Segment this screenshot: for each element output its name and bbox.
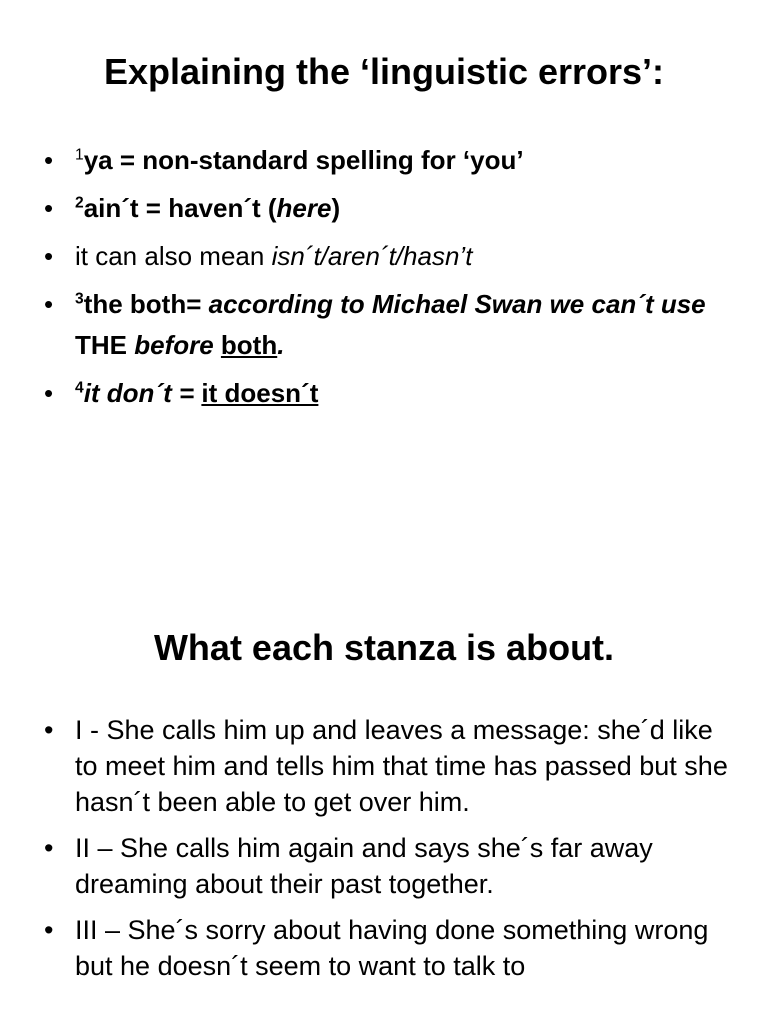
footnote-number: 1	[75, 146, 84, 164]
bullet-icon: •	[44, 145, 54, 175]
footnote-number: 2	[75, 194, 84, 212]
bullet-icon: •	[44, 289, 54, 319]
list-item-aint	[44, 188, 734, 229]
list-item-text: the both=	[83, 289, 209, 319]
emphasis-text: here	[276, 193, 332, 223]
emphasis-text: according to Michael Swan we can´t use	[208, 289, 706, 319]
bullet-icon: •	[44, 193, 54, 223]
bullet-icon: •	[44, 915, 54, 945]
stanza-list	[44, 712, 734, 994]
list-item-text: it can also mean	[75, 241, 272, 271]
footnote-number: 4	[75, 379, 84, 397]
bullet-icon: •	[44, 378, 54, 408]
list-item-stanza-2	[44, 830, 734, 902]
list-item-text: ya = non-standard spelling for ‘you’	[83, 145, 524, 175]
list-item-text: ain´t = haven´t (	[83, 193, 277, 223]
linguistic-errors-list	[44, 140, 734, 421]
slide-title-linguistic-errors: Explaining the ‘linguistic errors’:	[103, 51, 665, 92]
list-item-ya	[44, 140, 734, 181]
bullet-icon: •	[44, 241, 54, 271]
bullet-icon: •	[44, 833, 54, 863]
list-item-text: I - She calls him up and leaves a message: she´d like to meet him and tells him that time has passed but she hasn´t been able to get over him.	[75, 715, 728, 817]
underlined-text: it doesn´t	[201, 378, 319, 408]
list-item-stanza-1	[44, 712, 734, 820]
list-item-text: )	[331, 193, 341, 223]
list-item-the-both	[44, 284, 734, 366]
slide-title-stanzas: What each stanza is about.	[153, 627, 615, 668]
emphasis-text: it don´t =	[83, 378, 202, 408]
list-item-it-dont	[44, 373, 734, 414]
underlined-text: both	[220, 330, 278, 360]
list-item-also-mean	[44, 236, 734, 277]
list-item-text: II – She calls him again and says she´s far away dreaming about their past together.	[75, 833, 653, 899]
footnote-number: 3	[75, 290, 84, 308]
list-item-text: .	[277, 330, 285, 360]
emphasis-text: before	[127, 330, 221, 360]
bullet-icon: •	[44, 715, 54, 745]
list-item-text: III – She´s sorry about having done something wrong but he doesn´t seem to want to talk to	[75, 915, 709, 981]
emphasis-text: isn´t/aren´t/hasn’t	[271, 241, 473, 271]
emphasis-text: THE	[75, 330, 127, 360]
list-item-stanza-3	[44, 912, 734, 984]
